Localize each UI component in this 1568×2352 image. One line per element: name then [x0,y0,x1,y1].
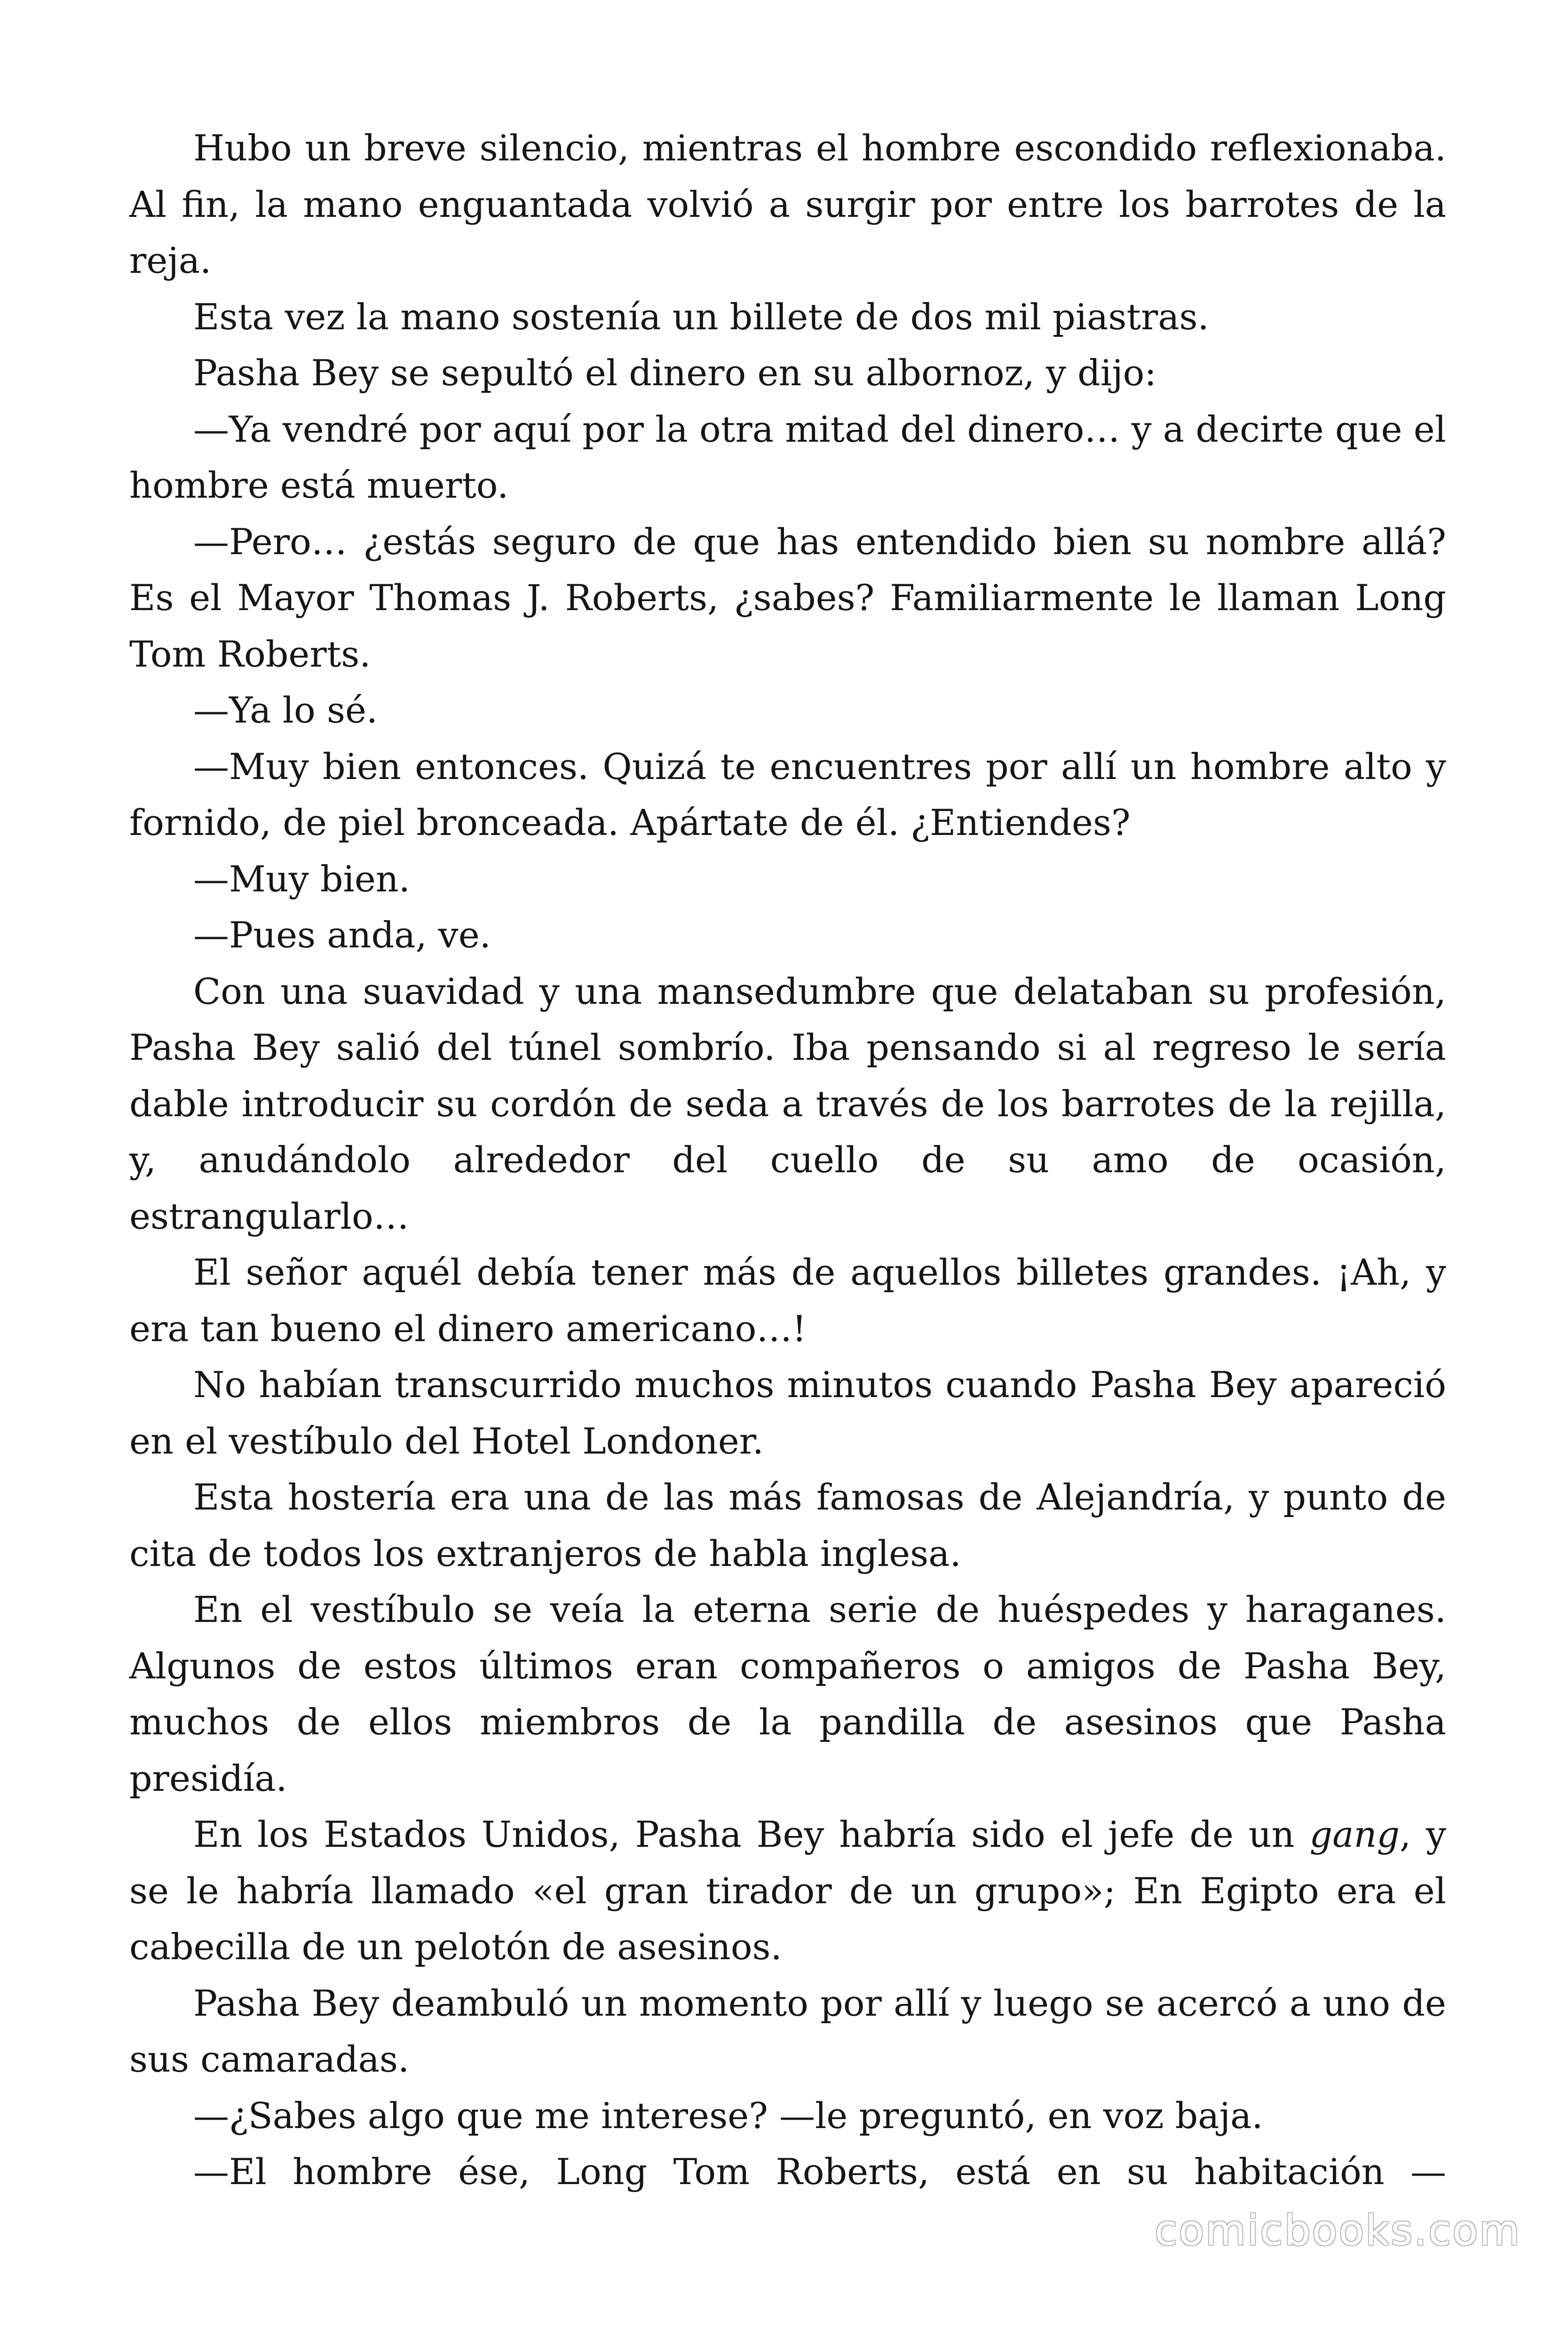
watermark: comicbooks.com [1154,2206,1521,2255]
paragraph: No habían transcurrido muchos minutos cuando Pasha Bey apareció en el vestíbulo del Hotel Londoner. [129,1364,1446,1462]
paragraph: En el vestíbulo se veía la eterna serie de huéspedes y haraganes. Algunos de estos últimos eran compañeros o amigos de Pasha Bey, muchos de ellos miembros de la pandilla de asesinos que Pasha presidía. [129,1589,1446,1799]
body-text [129,120,1446,2200]
paragraph: —Ya lo sé. [193,689,378,731]
paragraph: Esta vez la mano sostenía un billete de dos mil piastras. [193,295,1209,338]
paragraph [129,1806,1446,1975]
paragraph: Hubo un breve silencio, mientras el hombre escondido reflexionaba. Al fin, la mano enguantada volvió a surgir por entre los barrotes de la reja. [129,127,1446,281]
paragraph: —El hombre ése, Long Tom Roberts, está en su habitación — [193,2151,1446,2193]
paragraph: El señor aquél debía tener más de aquellos billetes grandes. ¡Ah, y era tan bueno el dinero americano…! [129,1251,1446,1350]
paragraph: Pasha Bey deambuló un momento por allí y luego se acercó a uno de sus camaradas. [129,1982,1446,2080]
paragraph-text: En los Estados Unidos, Pasha Bey habría sido el jefe de un [193,1813,1310,1855]
paragraph: —Muy bien. [193,858,410,900]
paragraph: Con una suavidad y una mansedumbre que delataban su profesión, Pasha Bey salió del túnel sombrío. Iba pensando si al regreso le sería dable introducir su cordón de seda a través de los barrotes de la rejilla, y, anudándolo alrededor del cuello de su amo de ocasión, estrangularlo… [129,970,1446,1237]
paragraph: Esta hostería era una de las más famosas de Alejandría, y punto de cita de todos los extranjeros de habla inglesa. [129,1476,1446,1574]
paragraph: —¿Sabes algo que me interese? —le preguntó, en voz baja. [193,2094,1263,2137]
paragraph: —Ya vendré por aquí por la otra mitad del dinero… y a decirte que el hombre está muerto. [129,408,1446,506]
paragraph: —Muy bien entonces. Quizá te encuentres por allí un hombre alto y fornido, de piel bronceada. Apártate de él. ¿Entiendes? [129,745,1446,843]
paragraph: —Pues anda, ve. [193,914,491,956]
paragraph: Pasha Bey se sepultó el dinero en su albornoz, y dijo: [193,352,1156,394]
paragraph: —Pero… ¿estás seguro de que has entendido bien su nombre allá? Es el Mayor Thomas J. Roberts, ¿sabes? Familiarmente le llaman Long Tom Roberts. [129,520,1446,675]
paragraph-text: , y se le habría llamado «el gran tirador de un grupo»; En Egipto era el cabecilla de un pelotón de asesinos. [129,1813,1446,1968]
italic-word: gang [1309,1813,1400,1855]
